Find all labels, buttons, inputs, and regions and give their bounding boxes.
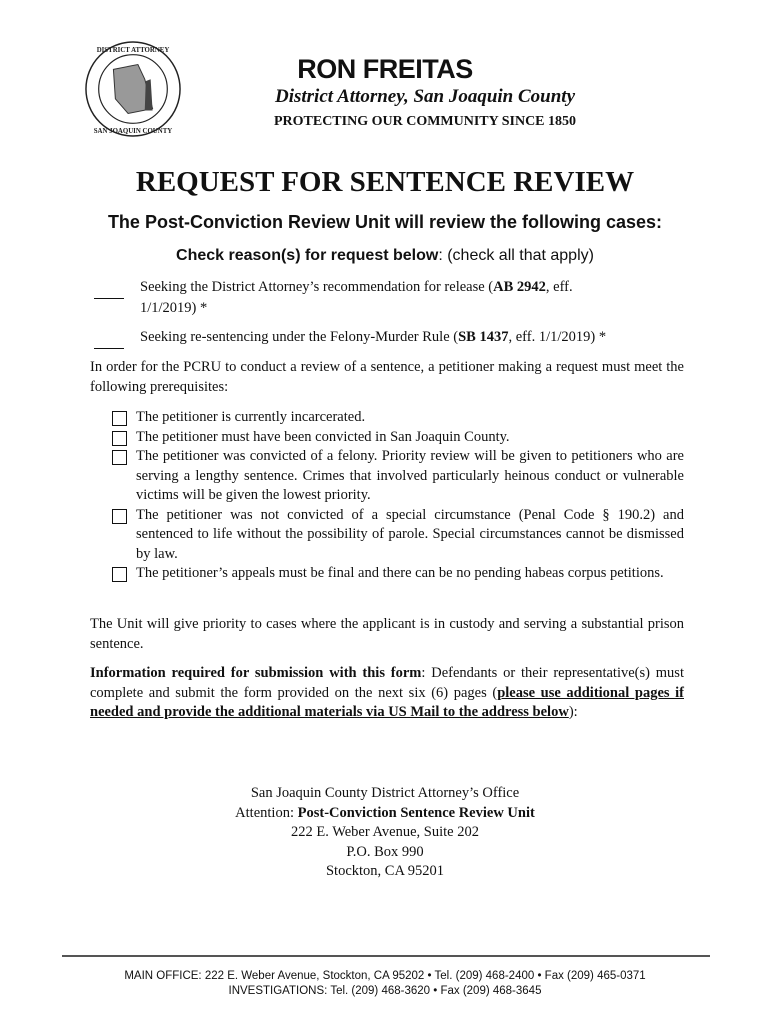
- svg-text:DISTRICT ATTORNEY: DISTRICT ATTORNEY: [96, 46, 170, 54]
- check-instruction: Check reason(s) for request below: (check all that apply): [176, 247, 594, 264]
- prereq-item: The petitioner’s appeals must be final and there can be no pending habeas corpus petitions.: [112, 564, 684, 584]
- footer: MAIN OFFICE: 222 E. Weber Avenue, Stockton, CA 95202 • Tel. (209) 468-2400 • Fax (209) 465-0371 INVESTIGATIONS: Tel. (209) 468-3620 • Fax (209) 468-3645: [124, 970, 646, 997]
- document-subtitle: The Post-Conviction Review Unit will review the following cases:: [107, 212, 663, 232]
- da-title: District Attorney, San Joaquin County: [274, 86, 576, 107]
- prereq-item: The petitioner must have been convicted in San Joaquin County.: [112, 428, 684, 448]
- motto: PROTECTING OUR COMMUNITY SINCE 1850: [273, 114, 577, 129]
- svg-text:SAN JOAQUIN COUNTY: SAN JOAQUIN COUNTY: [93, 128, 173, 136]
- prerequisites-list: [112, 408, 684, 584]
- reason-blank[interactable]: [94, 278, 124, 299]
- prereq-item: The petitioner was not convicted of a special circumstance (Penal Code § 190.2) and sentenced to life without the possibility of parole. Special circumstances cannot be dismissed by law.: [112, 506, 684, 565]
- document-title: REQUEST FOR SENTENCE REVIEW: [135, 166, 635, 198]
- reason-sb1437: Seeking re-sentencing under the Felony-Murder Rule (SB 1437, eff. 1/1/2019) *: [94, 328, 684, 349]
- submission-info: Information required for submission with this form: Defendants or their representative(s) must complete and submit the form provided on the next six (6) pages (please use additional pages if needed and provide the additional materials via US Mail to the address below):: [90, 665, 684, 720]
- priority-note: The Unit will give priority to cases where the applicant is in custody and serving a substantial prison sentence.: [90, 616, 684, 652]
- prereq-item: The petitioner was convicted of a felony. Priority review will be given to petitioners who are serving a lengthy sentence. Crimes that involved particularly heinous conduct or vulnerable victims will be given the lowest priority.: [112, 447, 684, 506]
- prerequisites-intro: In order for the PCRU to conduct a review of a sentence, a petitioner making a request must meet the following prerequisites:: [90, 359, 684, 395]
- checkbox[interactable]: [112, 509, 127, 524]
- checkbox[interactable]: [112, 567, 127, 582]
- reason-blank[interactable]: [94, 328, 124, 349]
- prereq-item: The petitioner is currently incarcerated.: [112, 408, 684, 428]
- reason-ab2942: Seeking the District Attorney’s recommendation for release (AB 2942, eff. 1/1/2019) *: [94, 278, 684, 318]
- checkbox[interactable]: [112, 431, 127, 446]
- footer-divider: [62, 955, 710, 957]
- checkbox[interactable]: [112, 411, 127, 426]
- mailing-address: San Joaquin County District Attorney’s Office Attention: Post-Conviction Sentence Review Unit 222 E. Weber Avenue, Suite 202 P.O. Box 990 Stockton, CA 95201: [235, 785, 535, 879]
- da-name: RON FREITAS: [297, 54, 473, 84]
- checkbox[interactable]: [112, 450, 127, 465]
